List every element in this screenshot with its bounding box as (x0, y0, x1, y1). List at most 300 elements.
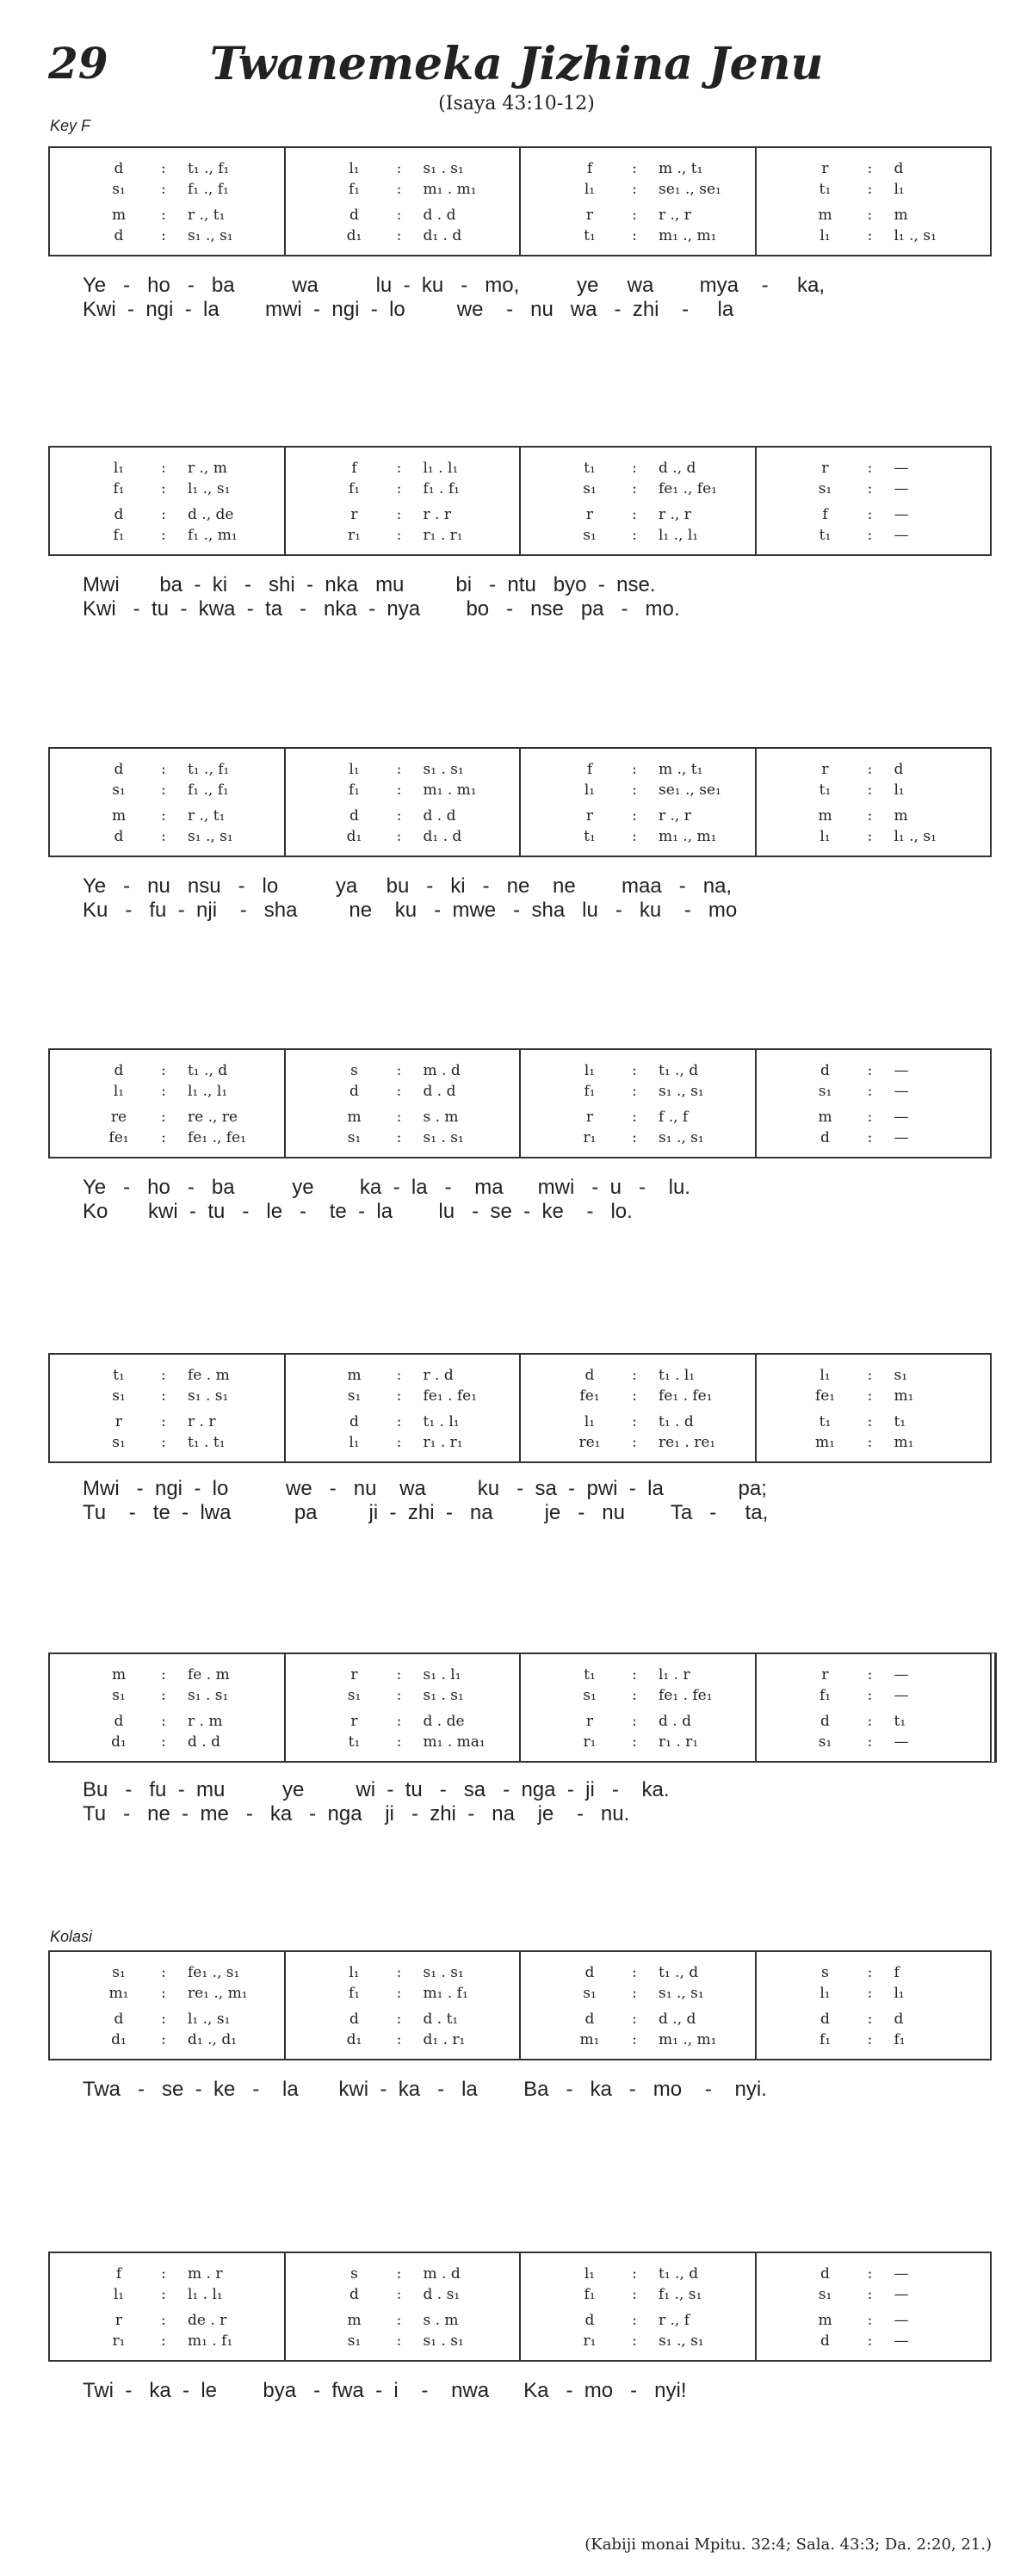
voice-row (757, 2009, 991, 2029)
solfa-note: — (894, 1062, 909, 1079)
voice-row (521, 2331, 755, 2351)
solfa-note: l₁ (894, 181, 905, 198)
solfa-note: d (585, 2011, 595, 2028)
solfa-note: r . r (423, 506, 451, 523)
solfa-note: s₁ (818, 480, 832, 497)
voice-row (521, 504, 755, 525)
beat-separator: : (396, 207, 402, 224)
voice-row (757, 826, 991, 847)
voice-row (286, 458, 520, 479)
measure (284, 148, 520, 255)
solfa-note: r (821, 761, 829, 778)
solfa-note: t₁ (584, 460, 596, 477)
voice-row (757, 179, 991, 200)
beat-separator: : (867, 1666, 873, 1683)
lyric-line: Ye - ho - ba ye ka - la - ma mwi - u - lu. (83, 1176, 690, 1199)
solfa-note: d . d (423, 807, 456, 825)
beat-separator: : (396, 1367, 402, 1384)
beat-separator: : (632, 480, 637, 497)
beat-separator: : (161, 1413, 166, 1430)
solfa-note: m (818, 1109, 832, 1126)
voice-row (50, 759, 284, 780)
beat-separator: : (396, 828, 402, 845)
measure (755, 448, 991, 554)
beat-separator: : (632, 1062, 637, 1079)
solfa-note: r ., r (659, 807, 691, 825)
scripture-reference: (Isaya 43:10-12) (438, 93, 595, 114)
solfa-note: l₁ ., s₁ (188, 2011, 231, 2028)
solfa-note: d (349, 2286, 359, 2303)
solfa-note: m (818, 207, 832, 224)
voice-row (521, 1983, 755, 2004)
beat-separator: : (632, 1367, 637, 1384)
solfa-note: m₁ . m₁ (423, 181, 477, 198)
beat-separator: : (396, 1687, 402, 1704)
beat-separator: : (396, 227, 402, 244)
solfa-note: s₁ (112, 1687, 126, 1704)
voice-row (521, 479, 755, 499)
solfa-note: t₁ (819, 781, 832, 799)
key-label: Key F (50, 117, 91, 134)
solfa-note: d (114, 227, 124, 244)
beat-separator: : (632, 2332, 637, 2350)
solfa-note: f₁ ., f₁ (188, 781, 229, 799)
solfa-note: fe₁ . fe₁ (423, 1387, 478, 1405)
voice-row (50, 1107, 284, 1127)
voice-row (286, 1432, 520, 1453)
beat-separator: : (396, 2011, 402, 2028)
solfa-note: l₁ ., s₁ (894, 828, 937, 845)
beat-separator: : (632, 1083, 637, 1100)
voice-row (286, 1711, 520, 1732)
solfa-note: m (347, 2312, 362, 2329)
voice-row (521, 759, 755, 780)
voice-row (286, 2284, 520, 2305)
voice-row (286, 1107, 520, 1127)
solfa-note: l₁ . r (659, 1666, 690, 1683)
solfa-note: m (894, 807, 908, 825)
measure (284, 448, 520, 554)
solfa-note: s₁ (583, 1985, 597, 2002)
solfa-note: t₁ (348, 1733, 361, 1751)
measure (50, 749, 284, 856)
measure (50, 148, 284, 255)
beat-separator: : (867, 227, 873, 244)
voice-row (286, 1983, 520, 2004)
beat-separator: : (161, 2332, 166, 2350)
solfa-note: t₁ ., f₁ (188, 761, 230, 778)
beat-separator: : (396, 2265, 402, 2283)
voice-row (521, 458, 755, 479)
beat-separator: : (867, 1964, 873, 1981)
solfa-note: r (585, 1109, 594, 1126)
voice-row (757, 1983, 991, 2004)
voice-row (757, 1665, 991, 1685)
solfa-note: s₁ (112, 1434, 126, 1451)
voice-row (286, 806, 520, 826)
solfa-note: s₁ . s₁ (423, 1964, 464, 1981)
solfa-note: s₁ (112, 1387, 126, 1405)
beat-separator: : (161, 761, 166, 778)
voice-row (286, 525, 520, 546)
voice-row (286, 759, 520, 780)
solfa-note: d . s₁ (423, 2286, 461, 2303)
voice-row (757, 225, 991, 246)
beat-separator: : (632, 781, 637, 799)
voice-row (50, 1685, 284, 1706)
solfa-note: d (114, 2011, 124, 2028)
beat-separator: : (161, 2011, 166, 2028)
voice-row (521, 225, 755, 246)
solfa-note: m (894, 207, 908, 224)
solfa-note: d₁ . r₁ (423, 2031, 466, 2048)
voice-row (521, 1665, 755, 1685)
voice-row (521, 2009, 755, 2029)
solfa-note: d (349, 2011, 359, 2028)
solfa-note: r ., t₁ (188, 807, 226, 825)
beat-separator: : (632, 207, 637, 224)
voice-row (286, 1412, 520, 1432)
solfa-note: d (820, 2265, 830, 2283)
voice-row (286, 479, 520, 499)
voice-row (521, 1432, 755, 1453)
solfa-note: m . r (188, 2265, 223, 2283)
beat-separator: : (161, 181, 166, 198)
beat-separator: : (867, 1129, 873, 1146)
lyric-line: Twi - ka - le bya - fwa - i - nwa Ka - mo - nyi! (83, 2379, 687, 2402)
solfa-note: t₁ . l₁ (659, 1367, 696, 1384)
solfa-note: f₁ (584, 2286, 596, 2303)
solfa-note: l₁ (894, 781, 905, 799)
voice-row (521, 1365, 755, 1386)
beat-separator: : (396, 2312, 402, 2329)
beat-separator: : (632, 2011, 637, 2028)
solfa-note: t₁ (113, 1367, 125, 1384)
solfa-note: f₁ (113, 480, 125, 497)
beat-separator: : (396, 1713, 402, 1730)
voice-row (286, 1386, 520, 1406)
solfa-note: — (894, 1687, 909, 1704)
solfa-note: t₁ (819, 527, 832, 544)
measure (519, 1952, 755, 2059)
voice-row (50, 1060, 284, 1081)
solfa-note: r . d (423, 1367, 454, 1384)
solfa-note: f₁ (348, 181, 361, 198)
solfa-note: l₁ (113, 2286, 125, 2303)
solfa-note: l₁ (349, 761, 360, 778)
solfa-note: s₁ (112, 781, 126, 799)
solfa-note: s₁ (894, 1367, 908, 1384)
solfa-note: f₁ (113, 527, 125, 544)
beat-separator: : (632, 460, 637, 477)
solfa-note: d₁ (346, 2031, 362, 2048)
solfa-note: f (822, 506, 828, 523)
beat-separator: : (396, 480, 402, 497)
beat-separator: : (396, 460, 402, 477)
beat-separator: : (161, 160, 166, 177)
solfa-note: s₁ ., s₁ (188, 828, 233, 845)
solfa-note: f₁ (348, 1985, 361, 2002)
beat-separator: : (632, 1413, 637, 1430)
solfa-note: m (818, 807, 832, 825)
solfa-note: m (111, 207, 127, 224)
solfa-note: l₁ (113, 1083, 125, 1100)
solfa-note: d ., de (188, 506, 234, 523)
voice-row (757, 1081, 991, 1102)
voice-row (50, 1081, 284, 1102)
voice-row (50, 479, 284, 499)
solfa-note: s₁ (583, 1687, 597, 1704)
voice-row (286, 1962, 520, 1983)
measure (284, 1355, 520, 1461)
beat-separator: : (632, 2312, 637, 2329)
solfa-note: s (821, 1964, 829, 1981)
solfa-note: d₁ ., d₁ (188, 2031, 238, 2048)
beat-separator: : (632, 1666, 637, 1683)
solfa-note: m (111, 1666, 127, 1683)
solfa-note: t₁ ., d (659, 1964, 699, 1981)
beat-separator: : (632, 506, 637, 523)
measure (755, 1355, 991, 1461)
voice-row (50, 2029, 284, 2050)
solfa-note: m₁ . f₁ (188, 2332, 233, 2350)
beat-separator: : (867, 181, 873, 198)
beat-separator: : (396, 1109, 402, 1126)
solfa-note: f (586, 761, 593, 778)
solfa-note: d (114, 828, 124, 845)
solfa-note: r₁ (583, 2332, 597, 2350)
voice-row (286, 1665, 520, 1685)
solfa-note: s . m (423, 2312, 459, 2329)
measure (284, 1952, 520, 2059)
solfa-note: r ., t₁ (188, 207, 226, 224)
solfa-note: l₁ (349, 1964, 360, 1981)
measure (284, 749, 520, 856)
beat-separator: : (867, 1434, 873, 1451)
beat-separator: : (632, 2031, 637, 2048)
solfa-note: s₁ ., s₁ (659, 1083, 704, 1100)
voice-row (286, 2310, 520, 2331)
beat-separator: : (161, 1387, 166, 1405)
solfa-note: — (894, 2332, 909, 2350)
voice-row (521, 1962, 755, 1983)
solfa-note: f (586, 160, 593, 177)
solfa-note: d (349, 207, 359, 224)
solfa-note: l₁ (820, 828, 831, 845)
beat-separator: : (161, 1985, 166, 2002)
voice-row (757, 759, 991, 780)
measure (284, 1654, 520, 1761)
voice-row (286, 2264, 520, 2284)
voice-row (757, 2029, 991, 2050)
beat-separator: : (867, 1985, 873, 2002)
solfa-note: l₁ (349, 1434, 360, 1451)
lyric-line: Ku - fu - nji - sha ne ku - mwe - sha lu - ku - mo (83, 899, 738, 922)
solfa-note: fe₁ ., fe₁ (659, 480, 717, 497)
voice-row (50, 158, 284, 179)
solfa-note: m₁ . ma₁ (423, 1733, 486, 1751)
beat-separator: : (161, 1733, 166, 1751)
measure (519, 2253, 755, 2360)
solfa-note: s₁ (818, 2286, 832, 2303)
solfa-note: r₁ . r₁ (423, 1434, 463, 1451)
beat-separator: : (867, 1387, 873, 1405)
solfa-note: r ., f (659, 2312, 690, 2329)
voice-row (286, 158, 520, 179)
beat-separator: : (396, 1062, 402, 1079)
solfa-note: d (114, 1713, 124, 1730)
voice-row (521, 780, 755, 800)
solfa-note: re (110, 1109, 127, 1126)
solfa-note: re₁ . re₁ (659, 1434, 716, 1451)
music-system (48, 446, 992, 556)
voice-row (757, 1386, 991, 1406)
measure (755, 1952, 991, 2059)
solfa-note: m₁ (815, 1434, 835, 1451)
beat-separator: : (867, 1733, 873, 1751)
solfa-note: f₁ (348, 480, 361, 497)
voice-row (757, 1127, 991, 1148)
voice-row (50, 2264, 284, 2284)
solfa-note: f₁ ., f₁ (188, 181, 229, 198)
beat-separator: : (161, 1964, 166, 1981)
solfa-note: l₁ ., l₁ (659, 527, 699, 544)
solfa-note: d (349, 807, 359, 825)
voice-row (286, 1365, 520, 1386)
beat-separator: : (396, 2031, 402, 2048)
solfa-note: r (350, 1713, 358, 1730)
solfa-note: d (585, 1367, 595, 1384)
solfa-note: d (585, 2312, 595, 2329)
solfa-note: — (894, 527, 909, 544)
voice-row (757, 780, 991, 800)
voice-row (521, 2029, 755, 2050)
music-system (48, 1353, 992, 1463)
solfa-note: d (820, 1713, 830, 1730)
solfa-note: r . m (188, 1713, 223, 1730)
beat-separator: : (632, 761, 637, 778)
voice-row (50, 2009, 284, 2029)
music-system (48, 1950, 992, 2060)
beat-separator: : (632, 160, 637, 177)
solfa-note: fe₁ ., fe₁ (188, 1129, 246, 1146)
lyric-line: Ye - nu nsu - lo ya bu - ki - ne ne maa - na, (83, 874, 733, 898)
music-system (48, 1048, 992, 1158)
solfa-note: s₁ (347, 2332, 362, 2350)
solfa-note: r (350, 506, 358, 523)
solfa-note: r ., r (659, 506, 691, 523)
voice-row (521, 1127, 755, 1148)
solfa-note: fe₁ (579, 1387, 600, 1405)
beat-separator: : (867, 781, 873, 799)
voice-row (50, 1962, 284, 1983)
lyric-line: Ye - ho - ba wa lu - ku - mo, ye wa mya - ka, (83, 274, 826, 297)
solfa-note: r₁ (112, 2332, 126, 2350)
beat-separator: : (396, 1733, 402, 1751)
beat-separator: : (632, 1733, 637, 1751)
solfa-note: s₁ (583, 527, 597, 544)
beat-separator: : (867, 2286, 873, 2303)
beat-separator: : (396, 1083, 402, 1100)
solfa-note: m₁ ., m₁ (659, 227, 717, 244)
voice-row (757, 1412, 991, 1432)
solfa-note: se₁ ., se₁ (659, 181, 721, 198)
voice-row (757, 2310, 991, 2331)
measure (519, 148, 755, 255)
voice-row (521, 525, 755, 546)
beat-separator: : (161, 1367, 166, 1384)
voice-row (521, 158, 755, 179)
voice-row (50, 1732, 284, 1752)
beat-separator: : (396, 160, 402, 177)
chorus-label: Kolasi (50, 1928, 93, 1945)
solfa-note: d₁ (346, 227, 362, 244)
solfa-note: l₁ (584, 181, 596, 198)
solfa-note: l₁ (820, 1985, 831, 2002)
measure (755, 2253, 991, 2360)
voice-row (757, 2264, 991, 2284)
voice-row (757, 458, 991, 479)
voice-row (50, 2284, 284, 2305)
solfa-note: d (585, 1964, 595, 1981)
beat-separator: : (161, 2286, 166, 2303)
solfa-note: re₁ ., m₁ (188, 1985, 248, 2002)
solfa-note: s₁ (347, 1687, 362, 1704)
voice-row (50, 2331, 284, 2351)
voice-row (521, 179, 755, 200)
solfa-note: f₁ ., s₁ (659, 2286, 702, 2303)
voice-row (50, 806, 284, 826)
music-system (48, 2252, 992, 2362)
voice-row (757, 1711, 991, 1732)
solfa-note: f (894, 1964, 900, 1981)
beat-separator: : (867, 761, 873, 778)
solfa-note: r (585, 1713, 594, 1730)
measure (50, 1050, 284, 1157)
solfa-note: r (585, 207, 594, 224)
measure (519, 448, 755, 554)
solfa-note: d . t₁ (423, 2011, 459, 2028)
beat-separator: : (867, 160, 873, 177)
solfa-note: d (894, 761, 904, 778)
voice-row (757, 2284, 991, 2305)
beat-separator: : (161, 1666, 166, 1683)
solfa-note: de . r (188, 2312, 227, 2329)
voice-row (757, 525, 991, 546)
music-system (48, 146, 992, 256)
solfa-note: s₁ . s₁ (423, 761, 464, 778)
beat-separator: : (867, 1413, 873, 1430)
voice-row (521, 1386, 755, 1406)
solfa-note: m ., t₁ (659, 160, 703, 177)
measure (519, 1050, 755, 1157)
solfa-note: fe . m (188, 1666, 230, 1683)
solfa-note: — (894, 1666, 909, 1683)
solfa-note: l₁ . l₁ (188, 2286, 223, 2303)
voice-row (757, 1060, 991, 1081)
voice-row (50, 458, 284, 479)
solfa-note: — (894, 1109, 909, 1126)
solfa-note: d . d (188, 1733, 220, 1751)
measure (50, 448, 284, 554)
solfa-note: t₁ (819, 1413, 832, 1430)
solfa-note: t₁ (584, 1666, 596, 1683)
beat-separator: : (161, 1713, 166, 1730)
solfa-note: m₁ (108, 1985, 129, 2002)
voice-row (50, 1365, 284, 1386)
solfa-note: l₁ (894, 1985, 905, 2002)
beat-separator: : (396, 2286, 402, 2303)
